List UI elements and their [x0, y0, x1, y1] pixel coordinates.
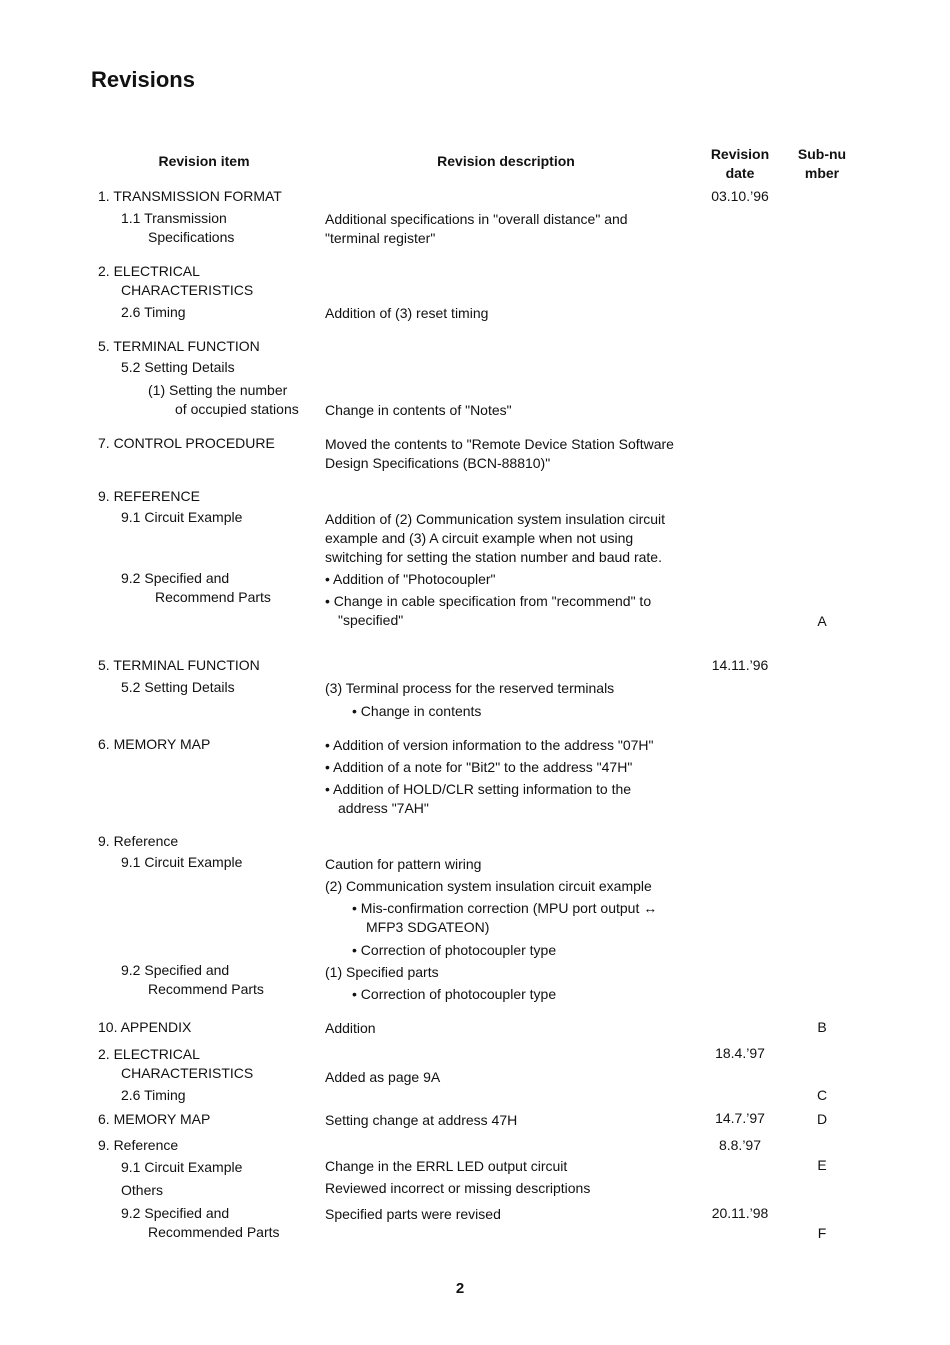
revision-description: Addition — [325, 1020, 376, 1036]
revision-item: Recommended Parts — [148, 1224, 280, 1240]
revision-description: "terminal register" — [325, 230, 436, 246]
revision-item: 9.1 Circuit Example — [121, 854, 243, 870]
revision-description: Setting change at address 47H — [325, 1112, 518, 1128]
revision-date: 14.11.’96 — [711, 657, 769, 673]
subnumber: F — [817, 1225, 827, 1241]
revision-description: "specified" — [338, 612, 404, 628]
revision-description: Moved the contents to "Remote Device Station Software — [325, 436, 674, 452]
revision-description: • Change in cable specification from "recommend" to — [325, 593, 652, 609]
revision-item: 2. ELECTRICAL — [98, 263, 200, 279]
revision-item: Recommend Parts — [155, 589, 271, 605]
revision-description: • Addition of "Photocoupler" — [325, 571, 496, 587]
revision-item: 10. APPENDIX — [98, 1019, 192, 1035]
revision-item: 9. Reference — [98, 1137, 179, 1153]
revision-description: Addition of (2) Communication system insulation circuit — [325, 511, 666, 527]
revision-item: 2.6 Timing — [121, 304, 186, 320]
header-revision-date — [700, 145, 780, 183]
revision-item: 5.2 Setting Details — [121, 359, 235, 375]
revision-description: (2) Communication system insulation circuit example — [325, 878, 652, 894]
subnumber: E — [817, 1157, 827, 1173]
revision-item: 1. TRANSMISSION FORMAT — [98, 188, 282, 204]
revision-description: address "7AH" — [338, 800, 429, 816]
revision-item: Recommend Parts — [148, 981, 264, 997]
revision-description: MFP3 SDGATEON) — [366, 919, 490, 935]
header-revision-date-line2: date — [725, 165, 755, 181]
revision-description: • Mis-confirmation correction (MPU port output ↔ — [352, 900, 658, 916]
revision-item: 1.1 Transmission — [121, 210, 227, 226]
revision-item: (1) Setting the number — [148, 382, 288, 398]
revision-item: 5. TERMINAL FUNCTION — [98, 338, 260, 354]
revision-item: 9. REFERENCE — [98, 488, 200, 504]
revision-description: • Addition of a note for "Bit2" to the address "47H" — [325, 759, 633, 775]
revision-item: Others — [121, 1182, 164, 1198]
revision-description: (3) Terminal process for the reserved terminals — [325, 680, 615, 696]
revision-description: Added as page 9A — [325, 1069, 441, 1085]
subnumber: A — [817, 613, 827, 629]
revision-item: 5. TERMINAL FUNCTION — [98, 657, 260, 673]
revision-date: 18.4.’97 — [715, 1045, 765, 1061]
revision-description: example and (3) A circuit example when not using — [325, 530, 634, 546]
header-subnumber-line2: mber — [804, 165, 840, 181]
revision-item: 6. MEMORY MAP — [98, 1111, 211, 1127]
revision-description: • Correction of photocoupler type — [352, 986, 557, 1002]
header-subnumber — [788, 145, 856, 183]
revision-description: Additional specifications in "overall distance" and — [325, 211, 628, 227]
revision-date: 8.8.’97 — [718, 1137, 762, 1153]
subnumber: B — [817, 1019, 827, 1035]
revision-item: 9.1 Circuit Example — [121, 509, 243, 525]
revision-description: switching for setting the station number and baud rate. — [325, 549, 662, 565]
revision-item: 6. MEMORY MAP — [98, 736, 211, 752]
revision-description: Change in the ERRL LED output circuit — [325, 1158, 568, 1174]
subnumber: D — [816, 1111, 828, 1127]
revision-item: 9.2 Specified and — [121, 962, 230, 978]
revision-description: • Change in contents — [352, 703, 482, 719]
revision-item: Specifications — [148, 229, 235, 245]
header-revision-description: Revision description — [437, 153, 575, 169]
revision-description: Specified parts were revised — [325, 1206, 501, 1222]
revision-description: • Addition of HOLD/CLR setting information to the — [325, 781, 632, 797]
revision-description: (1) Specified parts — [325, 964, 439, 980]
revision-item: 9.2 Specified and — [121, 570, 230, 586]
revision-item: CHARACTERISTICS — [121, 1065, 254, 1081]
page-number: 2 — [455, 1280, 465, 1297]
subnumber: C — [816, 1087, 828, 1103]
header-subnumber-line1: Sub-nu — [797, 146, 847, 162]
revision-description: • Addition of version information to the address "07H" — [325, 737, 654, 753]
revision-item: of occupied stations — [175, 401, 299, 417]
revision-date: 03.10.’96 — [711, 188, 769, 204]
revision-description: Addition of (3) reset timing — [325, 305, 489, 321]
header-revision-item: Revision item — [158, 153, 250, 169]
revision-item: 9.1 Circuit Example — [121, 1159, 243, 1175]
revision-item: 5.2 Setting Details — [121, 679, 235, 695]
header-revision-date-line1: Revision — [710, 146, 770, 162]
revision-date: 20.11.’98 — [711, 1205, 769, 1221]
revision-item: CHARACTERISTICS — [121, 282, 254, 298]
revision-item: 9.2 Specified and — [121, 1205, 230, 1221]
revision-description: Caution for pattern wiring — [325, 856, 482, 872]
revision-date: 14.7.’97 — [715, 1110, 765, 1126]
revision-item: 2.6 Timing — [121, 1087, 186, 1103]
revision-item: 2. ELECTRICAL — [98, 1046, 200, 1062]
revision-description: Reviewed incorrect or missing descriptions — [325, 1180, 591, 1196]
page-title: Revisions — [91, 67, 195, 92]
revision-description: Design Specifications (BCN-88810)" — [325, 455, 551, 471]
revision-item: 9. Reference — [98, 833, 179, 849]
revision-description: Change in contents of "Notes" — [325, 402, 512, 418]
revision-description: • Correction of photocoupler type — [352, 942, 557, 958]
revision-item: 7. CONTROL PROCEDURE — [98, 435, 275, 451]
